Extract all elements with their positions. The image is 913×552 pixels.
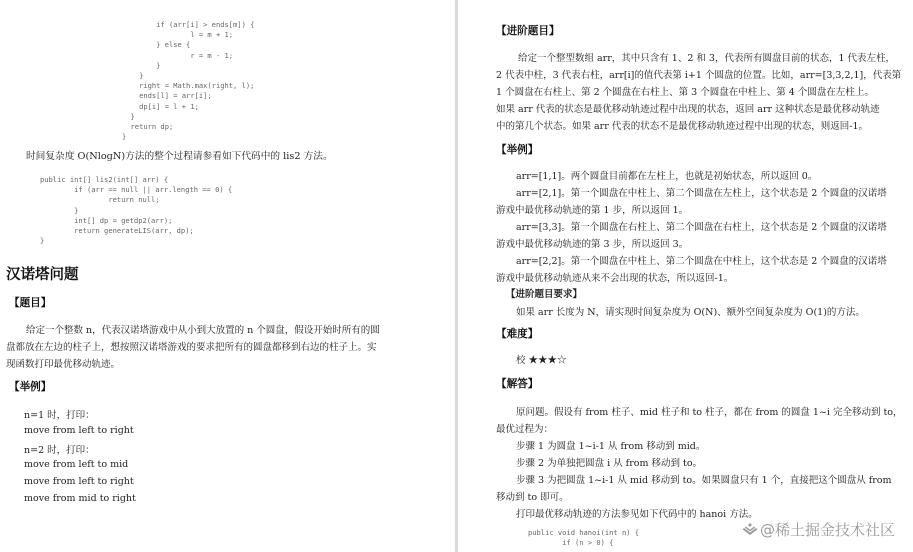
answer-line: 步骤 2 为单独把圆盘 i 从 from 移动到 to。 [516, 458, 703, 469]
answer-heading: 【解答】 [496, 378, 539, 390]
example-line: move from left to mid [24, 459, 129, 470]
topic-line-1: 给定一个整数 n，代表汉诺塔游戏中从小到大放置的 n 个圆盘，假设开始时所有的圆 [26, 325, 380, 336]
answer-line: 最优过程为： [496, 424, 554, 435]
advanced-line-1: 给定一个整型数组 arr，其中只含有 1、2 和 3，代表所有圆盘目前的状态，1 代表左柱， [518, 53, 896, 64]
advanced-line-2: 2 代表中柱，3 代表右柱，arr[i]的值代表第 i+1 个圆盘的位置。比如，arr=[3,3,2,1]，代表第 [496, 70, 902, 81]
difficulty-rating: 校 ★★★☆ [516, 355, 567, 366]
topic-line-2: 盘都放在左边的柱子上，想按照汉诺塔游戏的要求把所有的圆盘都移到右边的柱子上。实 [6, 342, 377, 353]
code-block-lis-end: if (arr[i] > ends[m]) { l = m + 1; } else { r = m - 1; } } right = Math.max(right, l); ends[l] = arr[i]; dp[i] = l + 1; } return dp; } [122, 20, 255, 142]
example-line-right: arr=[2,1]。第一个圆盘在中柱上、第二个圆盘在左柱上，这个状态是 2 个圆盘的汉诺塔 [516, 188, 887, 199]
example-line-right: arr=[2,2]。第一个圆盘在中柱上、第二个圆盘在中柱上，这个状态是 2 个圆盘的汉诺塔 [516, 256, 887, 267]
example-heading: 【举例】 [9, 381, 52, 393]
requirement-heading: 【进阶题目要求】 [506, 289, 583, 300]
example-line-right: 游戏中最优移动轨迹的第 1 步，所以返回 1。 [496, 205, 689, 216]
answer-line: 步骤 3 为把圆盘 1~i-1 从 mid 移动到 to。如果圆盘只有 1 个，直接把这个圆盘从 from [516, 475, 892, 486]
answer-line: 原问题。假设有 from 柱子、mid 柱子和 to 柱子，都在 from 的圆盘 1~i 完全移动到 to， [516, 407, 903, 418]
section-title: 汉诺塔问题 [6, 267, 79, 283]
code-block-hanoi: public void hanoi(int n) { if (n > 0) { [528, 528, 640, 548]
difficulty-heading: 【难度】 [496, 328, 539, 340]
answer-line: 打印最优移动轨迹的方法参见如下代码中的 hanoi 方法。 [516, 509, 758, 520]
advanced-line-4: 如果 arr 代表的状态是最优移动轨迹过程中出现的状态，返回 arr 这种状态是最优移动轨迹 [496, 104, 880, 115]
advanced-line-3: 1 个圆盘在右柱上、第 2 个圆盘在右柱上、第 3 个圆盘在中柱上、第 4 个圆盘在左柱上。 [496, 87, 874, 98]
example-line-right: arr=[1,1]。两个圆盘目前都在左柱上，也就是初始状态，所以返回 0。 [516, 171, 818, 182]
example-line-right: arr=[3,3]。第一个圆盘在右柱上、第二个圆盘在右柱上，这个状态是 2 个圆盘的汉诺塔 [516, 222, 887, 233]
topic-heading: 【题目】 [9, 297, 52, 309]
example-line: n=2 时，打印： [24, 445, 95, 456]
answer-line: 步骤 1 为圆盘 1~i-1 从 from 移动到 mid。 [516, 441, 706, 452]
example-line: move from left to right [24, 425, 134, 436]
example-line-right: 游戏中最优移动轨迹的第 3 步，所以返回 3。 [496, 239, 689, 250]
example-line: move from mid to right [24, 493, 136, 504]
juejin-logo-icon [742, 522, 758, 536]
watermark [742, 519, 895, 540]
answer-line: 移动到 to 即可。 [496, 492, 569, 503]
advanced-line-5: 中的第几个状态。如果 arr 代表的状态不是最优移动轨迹过程中出现的状态，则返回-1。 [496, 121, 869, 132]
example-line-right: 游戏中最优移动轨迹从来不会出现的状态，所以返回-1。 [496, 273, 734, 284]
watermark-text: @稀土掘金技术社区 [759, 521, 895, 539]
complexity-paragraph: 时间复杂度 O(NlogN)方法的整个过程请参看如下代码中的 lis2 方法。 [26, 151, 333, 162]
topic-line-3: 现函数打印最优移动轨迹。 [6, 359, 121, 370]
requirement-text: 如果 arr 长度为 N，请实现时间复杂度为 O(N)、额外空间复杂度为 O(1)的方法。 [516, 307, 865, 318]
example-line: move from left to right [24, 476, 134, 487]
advanced-heading: 【进阶题目】 [496, 25, 560, 37]
right-page [458, 0, 913, 552]
example-heading-right: 【举例】 [496, 144, 539, 156]
example-line: n=1 时，打印： [24, 410, 95, 421]
left-page [0, 0, 455, 552]
code-block-lis2: public int[] lis2(int[] arr) { if (arr == null || arr.length == 0) { return null; } int[] dp = getdp2(arr); return generateLIS(arr, dp); } [40, 175, 233, 246]
